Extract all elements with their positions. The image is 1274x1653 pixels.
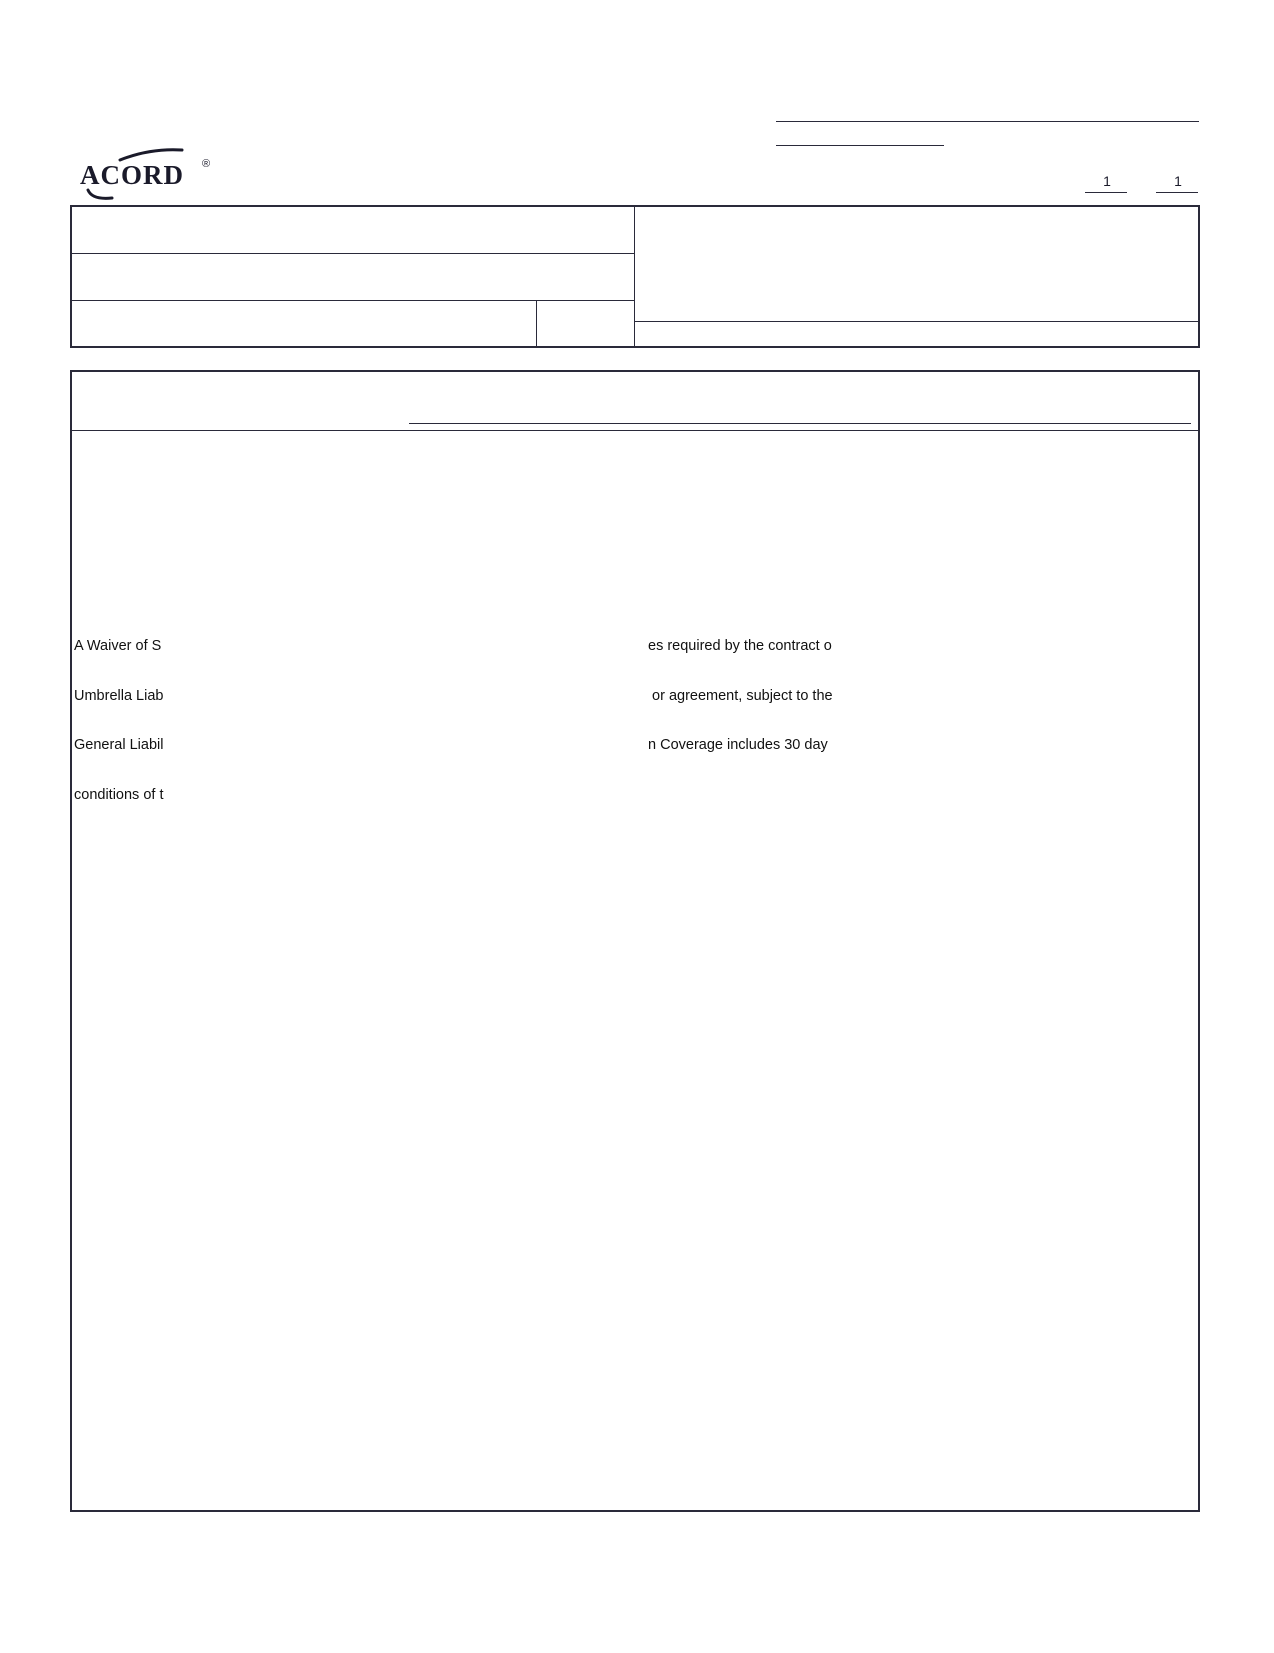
remarks-right-line: es required by the contract o — [648, 638, 832, 654]
page-number-line — [1085, 192, 1127, 193]
remarks-left-line: General Liabil — [74, 737, 164, 753]
insured-row-line — [635, 321, 1199, 322]
agency-code-divider — [536, 300, 537, 347]
agency-row-line-2 — [71, 300, 634, 301]
acord-logo — [78, 142, 218, 204]
remarks-box — [70, 370, 1200, 1512]
registered-mark: ® — [202, 158, 211, 170]
remarks-right-line: or agreement, subject to the — [648, 687, 833, 704]
remarks-form-title-line — [409, 423, 1191, 424]
page-count: 1 — [1174, 173, 1182, 189]
remarks-left-line: Umbrella Liab — [74, 687, 164, 704]
page-number: 1 — [1103, 173, 1111, 189]
agency-insured-divider — [634, 206, 635, 347]
header-line-long — [776, 121, 1199, 122]
remarks-right-column — [648, 605, 833, 770]
acord-logo-text: ACORD — [80, 160, 184, 190]
page-count-line — [1156, 192, 1198, 193]
remarks-header-line — [71, 430, 1199, 431]
agency-row-line-1 — [71, 253, 634, 254]
remarks-right-line: n Coverage includes 30 day — [648, 737, 828, 753]
header-line-short — [776, 145, 944, 146]
remarks-left-line: A Waiver of S — [74, 638, 162, 654]
agency-insured-box — [70, 205, 1200, 348]
remarks-left-column — [74, 605, 163, 820]
remarks-left-line: conditions of t — [74, 786, 164, 803]
